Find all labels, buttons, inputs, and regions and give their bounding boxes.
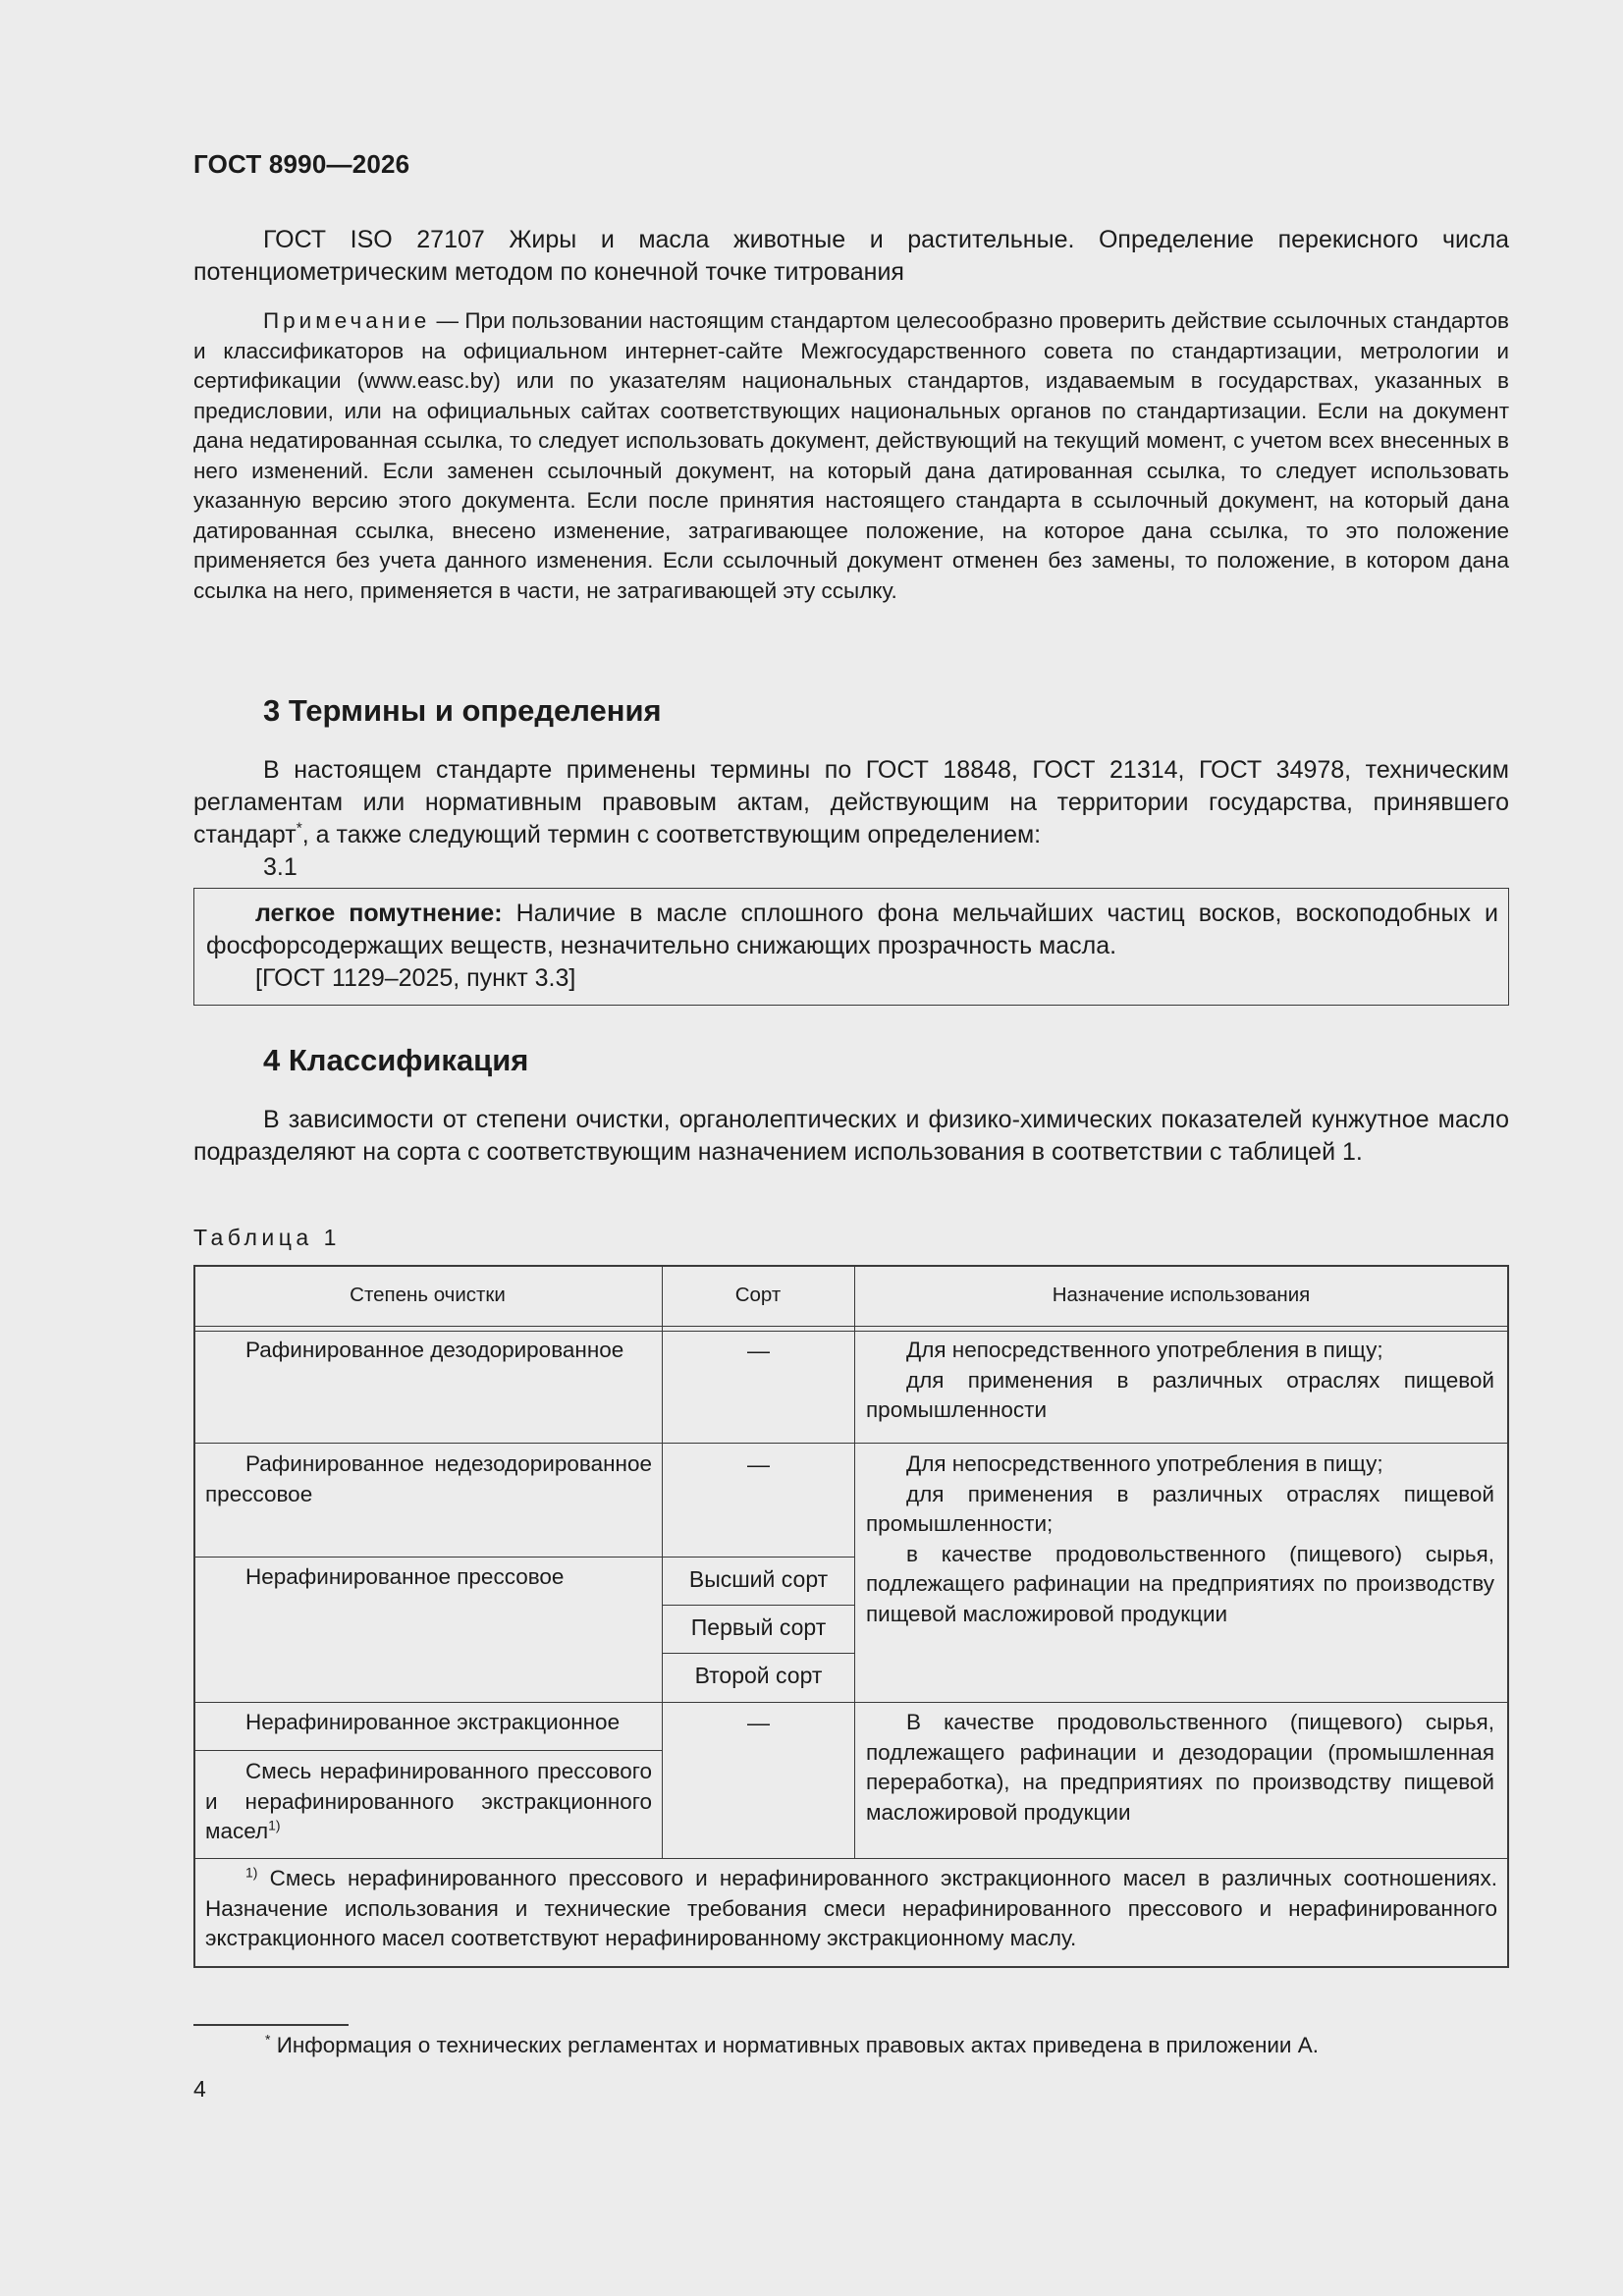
intro-main: В настоящем стандарте применены термины по ГОСТ 18848, ГОСТ 21314, ГОСТ 34978, техническим регламентам или нормативным правовым актам, действующим на территории государства, принявшего стандарт [193, 756, 1509, 848]
section-4-heading: 4 Классификация [263, 1043, 529, 1077]
term-source: [ГОСТ 1129–2025, пункт 3.3] [255, 964, 576, 992]
term-name: легкое помутнение: [255, 900, 503, 927]
degree-cell: Рафинированное дезодорированное [245, 1338, 624, 1362]
footnote-mark: 1) [245, 1864, 258, 1881]
row-rule-5 [193, 1858, 1509, 1859]
reference-text: ГОСТ ISO 27107 Жиры и масла животные и растительные. Определение перекисного числа потенциометрическим методом по конечной точке титрования [193, 226, 1509, 286]
document-code: ГОСТ 8990—2026 [193, 149, 410, 179]
page-footnote: * Информация о технических регламентах и нормативных правовых актах приведена в приложении А. [265, 2031, 1320, 2057]
term-definition-box [193, 888, 1509, 1006]
grade-rule-1 [663, 1605, 855, 1606]
header-purpose: Назначение использования [1052, 1283, 1311, 1306]
section-3-heading: 3 Термины и определения [263, 693, 662, 728]
grade-cell: Первый сорт [690, 1614, 827, 1640]
section-3-intro [193, 754, 1509, 851]
row-rule-4 [193, 1750, 663, 1751]
row-rule-2 [193, 1557, 855, 1558]
note-text: — При пользовании настоящим стандартом целесообразно проверить действие ссылочных стандартов и классификаторов на официальном интернет-сайте Межгосударственного совета по стандартизации, метрологии и сертификации (www.easc.by) или по указателям национальных стандартов, издаваемым в государствах, указанных в предисловии, или на официальных сайтах соответствующих национальных органов по стандартизации. Если на документ дана недатированная ссылка, то следует использовать документ, действующий на текущий момент, с учетом всех внесенных в него изменений. Если заменен ссылочный документ, на который дана датированная ссылка, то следует использовать указанную версию этого документа. Если после принятия настоящего стандарта в ссылочный документ, на который дана датированная ссылка, внесено изменение, затрагивающее положение, на которое дана ссылка, то это положение применяется без учета данного изменения. Если ссылочный документ отменен без замены, то положение, в котором дана ссылка на него, применяется в части, не затрагивающей эту ссылку. [193, 308, 1509, 603]
footnote-rule [193, 2024, 349, 2026]
term-definition: Наличие в масле сплошного фона мельчайших частиц восков, воскоподобных и фосфорсодержащих веществ, незначительно снижающих прозрачность масла. [206, 900, 1498, 959]
header-rule-2 [193, 1331, 1509, 1332]
degree-cell: Рафинированное недезодорированное прессовое [205, 1451, 652, 1506]
footnote-mark: * [265, 2031, 271, 2048]
section-4-text: В зависимости от степени очистки, органолептических и физико-химических показателей кунжутное масло подразделяют на сорта с соответствующим назначением использования в соответствии с таблицей 1. [193, 1106, 1509, 1166]
last-reference [193, 224, 1509, 289]
table-note: $^{1)}$ Смесь нерафинированного прессового и нерафинированного экстракционного масел в различных соотношениях. Назначение использования и технические требования смеси нерафинированного прессового и нерафинированного экстракционного масел соответствуют нерафинированному экстракционному маслу. [205, 1864, 1497, 1950]
purpose-cell: Для непосредственного употребления в пищу; для применения в различных отраслях пищевой промышленности [866, 1338, 1494, 1422]
purpose-cell: Для непосредственного употребления в пищу; для применения в различных отраслях пищевой промышленности; в качестве продовольственного (пищевого) сырья, подлежащего рафинации на предприятиях по производству пищевой масложировой продукции [866, 1451, 1494, 1626]
row-rule-1 [193, 1443, 1509, 1444]
grade-cell: — [747, 1710, 770, 1735]
page-number: 4 [193, 2076, 206, 2102]
grade-cell: — [747, 1338, 770, 1363]
table-border-right [1507, 1265, 1509, 1968]
table-border-bottom [193, 1966, 1509, 1968]
row-rule-3 [193, 1702, 1509, 1703]
degree-cell: Смесь нерафинированного прессового и нерафинированного экстракционного масел$^{1)}$ [205, 1759, 652, 1843]
header-degree: Степень очистки [350, 1283, 506, 1306]
references-note [193, 306, 1509, 606]
column-divider-2 [854, 1265, 855, 1859]
degree-cell: Нерафинированное экстракционное [245, 1710, 621, 1734]
grade-cell: Второй сорт [694, 1663, 823, 1688]
footnote-mark: * [296, 820, 302, 838]
grade-rule-2 [663, 1653, 855, 1654]
footnote-mark: 1) [268, 1817, 281, 1833]
header-rule-1 [193, 1326, 1509, 1327]
term-number: 3.1 [263, 853, 298, 881]
note-label: Примечание [263, 308, 431, 333]
header-grade: Сорт [734, 1283, 782, 1306]
table-border-left [193, 1265, 195, 1968]
intro-tail: , а также следующий термин с соответствующим определением: [301, 821, 1042, 848]
purpose-cell: В качестве продовольственного (пищевого) сырья, подлежащего рафинации и дезодорации (промышленная переработка), на предприятиях по производству пищевой масложировой продукции [866, 1710, 1494, 1825]
grade-cell: Высший сорт [688, 1566, 829, 1592]
table-caption: Таблица 1 [193, 1225, 341, 1250]
degree-cell: Нерафинированное прессовое [245, 1564, 565, 1589]
grade-cell: — [747, 1451, 770, 1477]
classification-table [193, 1265, 1509, 1968]
